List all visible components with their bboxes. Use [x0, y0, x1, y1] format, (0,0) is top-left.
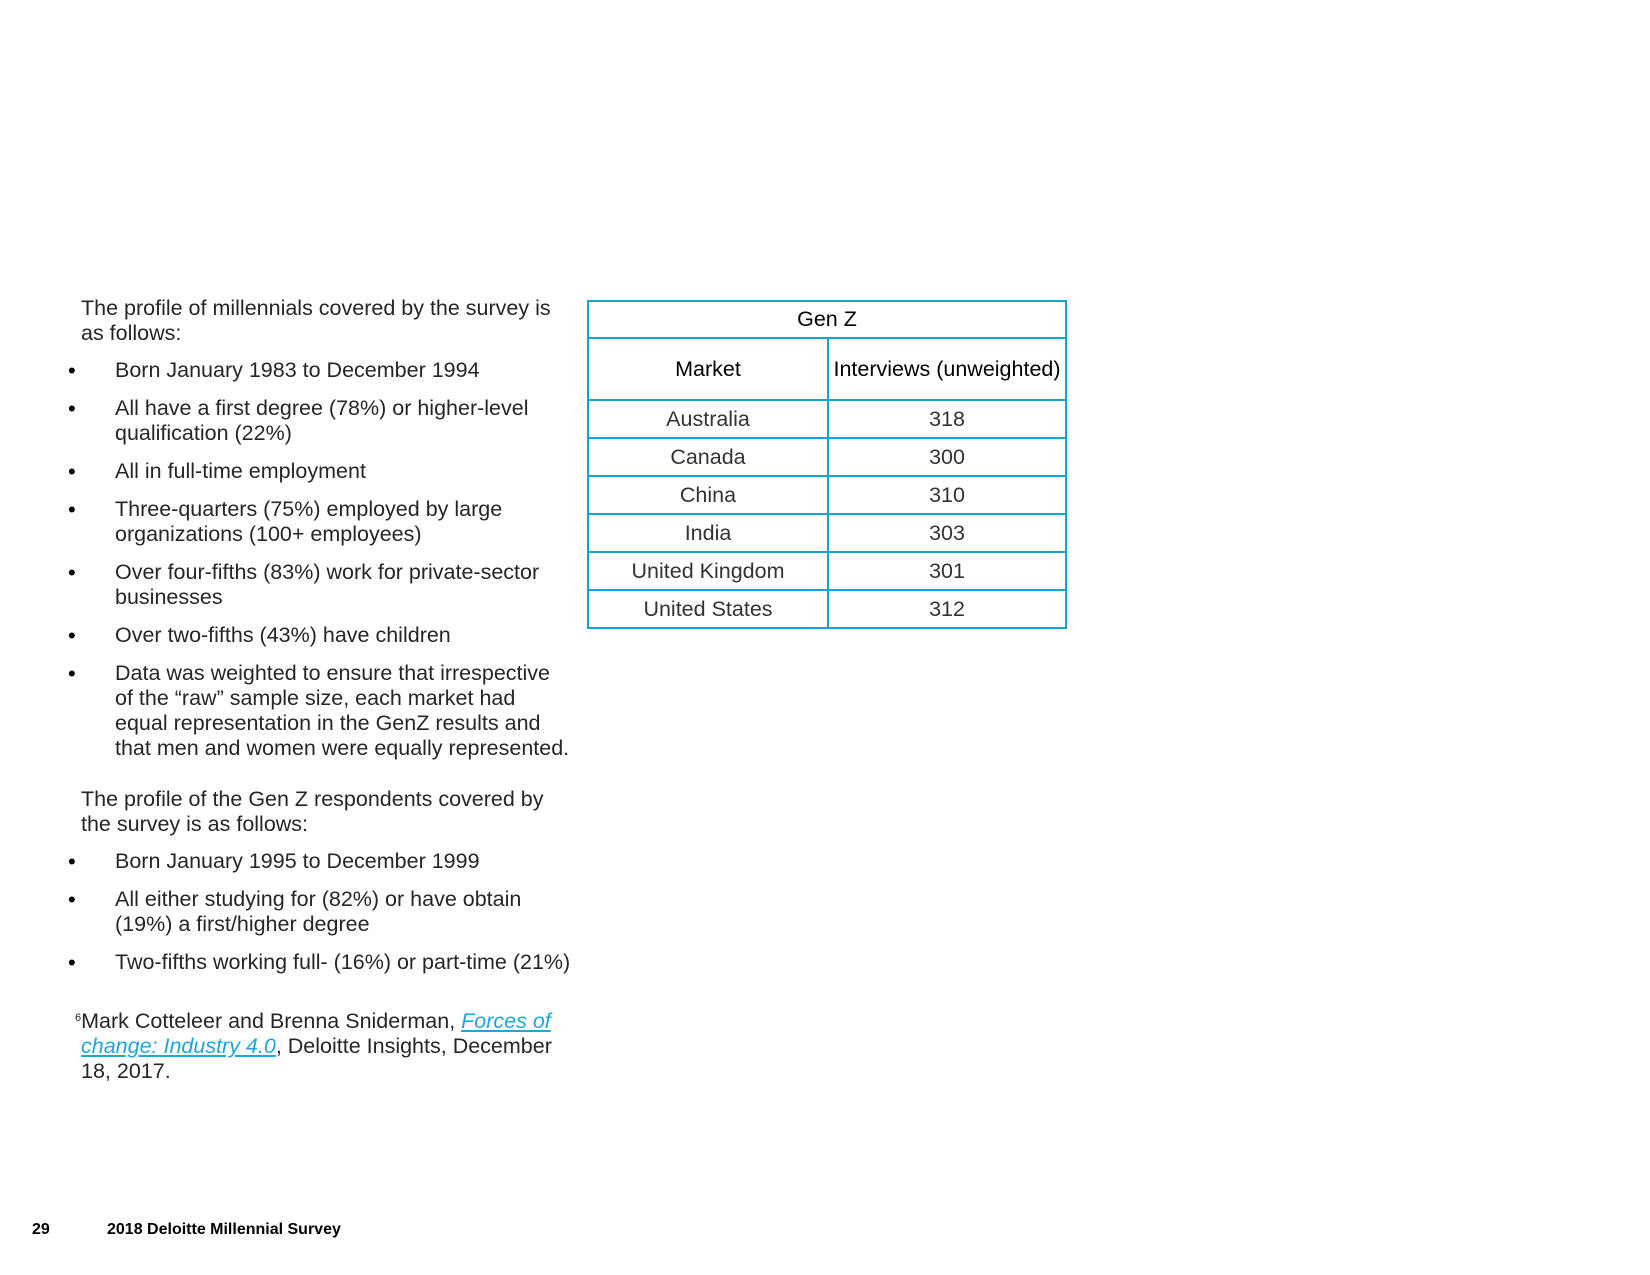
left-column	[66, 296, 572, 1084]
market-cell: Australia	[588, 400, 828, 438]
bullet-icon: •	[68, 396, 76, 421]
bullet-icon: •	[68, 849, 76, 874]
market-cell: United States	[588, 590, 828, 628]
bullet-icon: •	[68, 358, 76, 383]
interviews-cell: 318	[828, 400, 1066, 438]
interviews-cell: 312	[828, 590, 1066, 628]
millennial-profile-list	[66, 358, 572, 761]
genz-profile-list	[66, 849, 572, 975]
bullet-icon: •	[68, 459, 76, 484]
list-item: • All have a first degree (78%) or higher-level qualification (22%)	[68, 396, 529, 445]
footnote-link[interactable]: Forces of change: Industry 4.0	[81, 1009, 551, 1058]
table-row	[588, 400, 1066, 438]
market-cell: Canada	[588, 438, 828, 476]
table-row	[588, 552, 1066, 590]
market-cell: China	[588, 476, 828, 514]
interviews-cell: 301	[828, 552, 1066, 590]
interviews-cell: 303	[828, 514, 1066, 552]
list-item: • Three-quarters (75%) employed by large organizations (100+ employees)	[68, 497, 503, 546]
list-item: • Born January 1995 to December 1999	[68, 849, 480, 874]
footnote-source: , Deloitte Insights, December 18, 2017.	[81, 1034, 552, 1083]
table-row	[588, 514, 1066, 552]
document-title: 2018 Deloitte Millennial Survey	[107, 1221, 341, 1238]
footnote-marker: 6	[75, 1012, 82, 1024]
table-row	[588, 438, 1066, 476]
bullet-icon: •	[68, 623, 76, 648]
genz-interviews-table	[587, 300, 1067, 629]
bullet-icon: •	[68, 661, 76, 686]
list-item: • Over four-fifths (83%) work for private-sector businesses	[68, 560, 540, 609]
market-cell: India	[588, 514, 828, 552]
bullet-icon: •	[68, 887, 76, 912]
market-cell: United Kingdom	[588, 552, 828, 590]
genz-profile-intro: The profile of the Gen Z respondents covered by the survey is as follows:	[81, 787, 544, 836]
interviews-cell: 300	[828, 438, 1066, 476]
bullet-icon: •	[68, 950, 76, 975]
list-item: • Born January 1983 to December 1994	[68, 358, 480, 383]
table-row	[588, 476, 1066, 514]
list-item: • Two-fifths working full- (16%) or part-time (21%)	[68, 950, 571, 975]
table-row	[588, 590, 1066, 628]
table-title: Gen Z	[588, 301, 1066, 338]
column-header-market: Market	[588, 338, 828, 400]
footnote-authors: Mark Cotteleer and Brenna Sniderman,	[81, 1009, 462, 1033]
list-item: • Data was weighted to ensure that irrespective of the “raw” sample size, each market had equal representation in the GenZ results and that men and women were equally represented.	[68, 661, 570, 760]
footnote	[75, 1009, 566, 1084]
list-item: • All either studying for (82%) or have obtain (19%) a first/higher degree	[68, 887, 522, 936]
page-number: 29	[32, 1221, 50, 1238]
column-header-interviews: Interviews (unweighted)	[828, 338, 1066, 400]
list-item: • Over two-fifths (43%) have children	[68, 623, 451, 648]
interviews-cell: 310	[828, 476, 1066, 514]
bullet-icon: •	[68, 560, 76, 585]
millennial-profile-intro: The profile of millennials covered by the survey is as follows:	[81, 296, 551, 345]
list-item: • All in full-time employment	[68, 459, 366, 484]
bullet-icon: •	[68, 497, 76, 522]
